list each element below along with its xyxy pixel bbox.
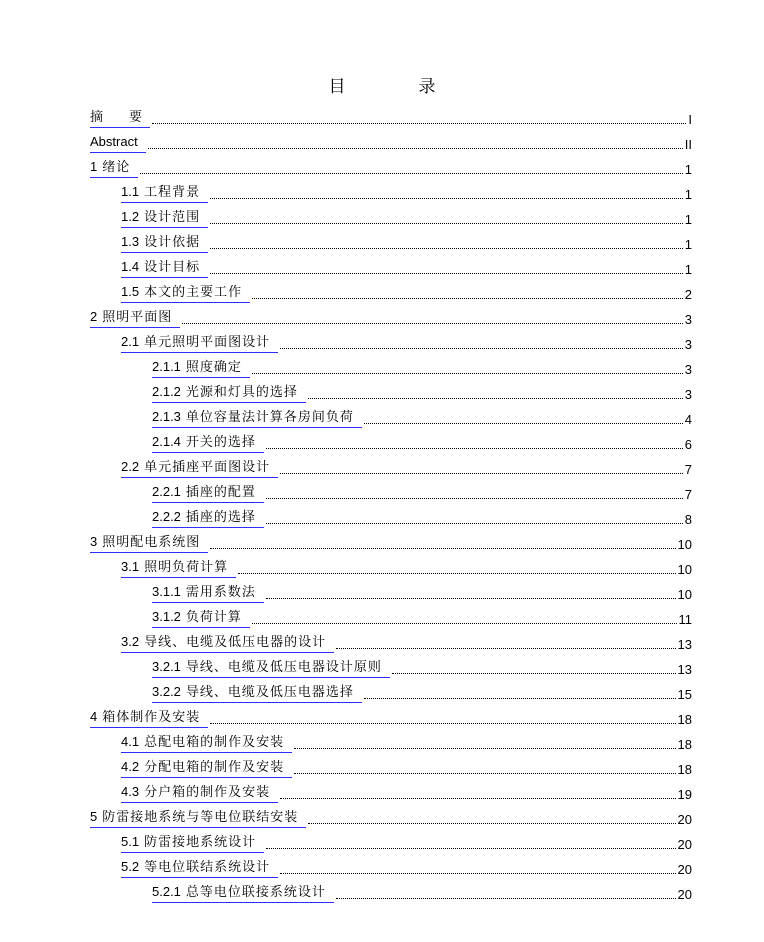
toc-entry-number: 1.3 xyxy=(121,234,140,249)
toc-leader-dots xyxy=(252,297,683,299)
toc-entry-number: 1.2 xyxy=(121,209,140,224)
toc-page-number: I xyxy=(688,112,692,127)
toc-page-number: 19 xyxy=(677,787,692,802)
toc-leader-dots xyxy=(266,497,683,499)
toc-page-number: 20 xyxy=(677,837,692,852)
toc-leader-dots xyxy=(364,697,676,699)
toc-entry-number: 2.1.4 xyxy=(152,434,181,449)
toc-entry-title: 防雷接地系统设计 xyxy=(144,835,257,850)
toc-leader-dots xyxy=(140,172,683,174)
toc-leader-dots xyxy=(364,422,683,424)
toc-entry-title: 开关的选择 xyxy=(185,435,256,450)
toc-entry-link[interactable] xyxy=(121,334,278,353)
toc-entry-link[interactable] xyxy=(121,634,334,653)
toc-entry[interactable] xyxy=(90,106,692,128)
toc-entry-number: 2 xyxy=(90,309,98,324)
toc-entry-number: 3.2 xyxy=(121,634,140,649)
toc-entry[interactable] xyxy=(121,556,692,578)
toc-entry[interactable] xyxy=(121,206,692,228)
toc-page-number: 2 xyxy=(684,287,692,302)
toc-leader-dots xyxy=(182,322,683,324)
toc-entry-number: 3.1 xyxy=(121,559,140,574)
toc-entry-title: 箱体制作及安装 xyxy=(102,710,201,725)
toc-entry-link[interactable] xyxy=(152,509,264,528)
toc-entry-link[interactable] xyxy=(152,609,250,628)
toc-page-number: 7 xyxy=(684,462,692,477)
toc-entry-number: 5.2.1 xyxy=(152,884,181,899)
toc-entry-title: 导线、电缆及低压电器设计原则 xyxy=(185,660,382,675)
toc-entry-title: 单位容量法计算各房间负荷 xyxy=(185,410,354,425)
toc-entry-title: 绪论 xyxy=(102,160,131,175)
toc-entry-link[interactable] xyxy=(121,834,264,853)
toc-page-number: 18 xyxy=(677,712,692,727)
toc-entry-link[interactable] xyxy=(152,434,264,453)
toc-entry-link[interactable] xyxy=(152,409,362,428)
toc-entry[interactable] xyxy=(152,881,692,903)
toc-entry[interactable] xyxy=(152,581,692,603)
toc-page-number: 6 xyxy=(684,437,692,452)
toc-entry-number: 2.2 xyxy=(121,459,140,474)
toc-entry-number: 5 xyxy=(90,809,98,824)
toc-entry[interactable] xyxy=(121,456,692,478)
toc-entry-title: 工程背景 xyxy=(144,185,201,200)
toc-entry-number: 1.1 xyxy=(121,184,140,199)
toc-entry[interactable] xyxy=(152,431,692,453)
toc-entry[interactable] xyxy=(152,356,692,378)
toc-entry-number: 2.2.1 xyxy=(152,484,181,499)
toc-title: 目 录 xyxy=(328,77,464,97)
toc-entry[interactable] xyxy=(121,756,692,778)
toc-page-number: 8 xyxy=(684,512,692,527)
toc-entry-number: 4.2 xyxy=(121,759,140,774)
toc-entry-title: 防雷接地系统与等电位联结安装 xyxy=(102,810,299,825)
toc-entry[interactable] xyxy=(121,281,692,303)
toc-entry-number: 3.1.2 xyxy=(152,609,181,624)
toc-entry[interactable] xyxy=(121,856,692,878)
toc-leader-dots xyxy=(148,147,683,149)
toc-entry-title: 单元插座平面图设计 xyxy=(144,460,271,475)
toc-entry-title: 本文的主要工作 xyxy=(144,285,243,300)
toc-leader-dots xyxy=(336,897,676,899)
toc-entry-title: 负荷计算 xyxy=(185,610,242,625)
toc-entry-title: 光源和灯具的选择 xyxy=(185,385,298,400)
toc-entry-link[interactable] xyxy=(152,384,306,403)
toc-entry-title: 分配电箱的制作及安装 xyxy=(144,760,285,775)
toc-entry-number: 2.2.2 xyxy=(152,509,181,524)
toc-page-number: 20 xyxy=(677,887,692,902)
toc-entry-title: 需用系数法 xyxy=(185,585,256,600)
toc-leader-dots xyxy=(238,572,675,574)
toc-leader-dots xyxy=(210,197,683,199)
toc-leader-dots xyxy=(210,247,683,249)
toc-page-number: 10 xyxy=(677,562,692,577)
toc-entry-link[interactable] xyxy=(121,859,278,878)
toc-leader-dots xyxy=(280,472,683,474)
toc-entry-link[interactable] xyxy=(90,134,146,153)
toc-entry-number: 3.2.2 xyxy=(152,684,181,699)
toc-leader-dots xyxy=(266,522,683,524)
toc-page-number: II xyxy=(684,137,692,152)
toc-page-number: 13 xyxy=(677,662,692,677)
toc-page-number: 3 xyxy=(684,362,692,377)
toc-page-number: 1 xyxy=(684,162,692,177)
toc-entry-number: 1.5 xyxy=(121,284,140,299)
toc-leader-dots xyxy=(392,672,676,674)
toc-entry-link[interactable] xyxy=(121,734,292,753)
toc-page-number: 15 xyxy=(677,687,692,702)
toc-entry-title: 分户箱的制作及安装 xyxy=(144,785,271,800)
toc-entry-title: 插座的配置 xyxy=(185,485,256,500)
toc-entry[interactable] xyxy=(121,631,692,653)
toc-page-number: 3 xyxy=(684,337,692,352)
toc-entry-link[interactable] xyxy=(121,559,236,578)
toc-entry-number: 5.1 xyxy=(121,834,140,849)
toc-entry-number: 1 xyxy=(90,159,98,174)
toc-entry[interactable] xyxy=(152,681,692,703)
toc-entry-title: 设计依据 xyxy=(144,235,201,250)
toc-entry[interactable] xyxy=(90,131,692,153)
toc-entry[interactable] xyxy=(121,731,692,753)
toc-leader-dots xyxy=(252,622,677,624)
toc-page-number: 20 xyxy=(677,812,692,827)
toc-entry[interactable] xyxy=(152,381,692,403)
toc-page-number: 1 xyxy=(684,212,692,227)
toc-entry[interactable] xyxy=(121,181,692,203)
toc-entry-number: 3.1.1 xyxy=(152,584,181,599)
toc-entry[interactable] xyxy=(152,506,692,528)
toc-leader-dots xyxy=(280,872,675,874)
toc-entry-link[interactable] xyxy=(121,209,208,228)
toc-entry[interactable] xyxy=(152,656,692,678)
toc-leader-dots xyxy=(152,122,686,124)
toc-entry-link[interactable] xyxy=(121,184,208,203)
toc-entry[interactable] xyxy=(90,806,692,828)
toc-entry[interactable] xyxy=(121,781,692,803)
toc-entry-title: 单元照明平面图设计 xyxy=(144,335,271,350)
toc-entry-title: 导线、电缆及低压电器的设计 xyxy=(144,635,327,650)
toc-leader-dots xyxy=(336,647,675,649)
toc-entry-title: 导线、电缆及低压电器选择 xyxy=(185,685,354,700)
toc-entry-number: 3 xyxy=(90,534,98,549)
toc-entry-title: 照明负荷计算 xyxy=(144,560,229,575)
toc-leader-dots xyxy=(280,347,683,349)
toc-entry-title: 设计目标 xyxy=(144,260,201,275)
toc-entry[interactable] xyxy=(90,156,692,178)
toc-page-number: 20 xyxy=(677,862,692,877)
toc-page-number: 3 xyxy=(684,387,692,402)
toc-entry[interactable] xyxy=(121,331,692,353)
toc-leader-dots xyxy=(266,597,676,599)
toc-entry-link[interactable] xyxy=(90,159,138,178)
toc-page-number: 18 xyxy=(677,762,692,777)
toc-entry[interactable] xyxy=(121,231,692,253)
toc-entry-number: 5.2 xyxy=(121,859,140,874)
toc-entry-link[interactable] xyxy=(90,534,208,553)
toc-page-number: 4 xyxy=(684,412,692,427)
toc-page-number: 13 xyxy=(677,637,692,652)
toc-entry-number: 3.2.1 xyxy=(152,659,181,674)
toc-page-number: 18 xyxy=(677,737,692,752)
toc-entry-link[interactable] xyxy=(121,459,278,478)
toc-entry[interactable] xyxy=(152,481,692,503)
toc-entry-link[interactable] xyxy=(121,234,208,253)
toc-entry-number: 2.1.2 xyxy=(152,384,181,399)
toc-entry-link[interactable] xyxy=(121,784,278,803)
toc-leader-dots xyxy=(210,722,675,724)
toc-entry-link[interactable] xyxy=(121,259,208,278)
toc-entry[interactable] xyxy=(121,831,692,853)
toc-page-number: 1 xyxy=(684,187,692,202)
toc-leader-dots xyxy=(280,797,675,799)
toc-leader-dots xyxy=(294,747,675,749)
toc-entry[interactable] xyxy=(121,256,692,278)
toc-page-number: 3 xyxy=(684,312,692,327)
toc-entry[interactable] xyxy=(90,306,692,328)
toc-entry-number: 1.4 xyxy=(121,259,140,274)
toc-entry-title: 等电位联结系统设计 xyxy=(144,860,271,875)
toc-entry[interactable] xyxy=(90,531,692,553)
toc-entry-number: 4.3 xyxy=(121,784,140,799)
toc-entry-title: 照明配电系统图 xyxy=(102,535,201,550)
toc-leader-dots xyxy=(210,547,675,549)
toc-page-number: 10 xyxy=(677,537,692,552)
toc-entry-link[interactable] xyxy=(121,284,250,303)
toc-leader-dots xyxy=(294,772,675,774)
toc-entry-number: 4 xyxy=(90,709,98,724)
toc-entry-link[interactable] xyxy=(121,759,292,778)
toc-leader-dots xyxy=(210,222,683,224)
toc-entry-link[interactable] xyxy=(152,659,390,678)
toc-entry-link[interactable] xyxy=(152,484,264,503)
toc-leader-dots xyxy=(266,447,683,449)
toc-leader-dots xyxy=(308,822,675,824)
toc-page-number: 11 xyxy=(678,612,692,627)
toc-leader-dots xyxy=(252,372,683,374)
toc-entry-number: Abstract xyxy=(90,134,138,149)
toc-entry-number: 2.1 xyxy=(121,334,140,349)
toc-page-number: 10 xyxy=(677,587,692,602)
toc-entry-link[interactable] xyxy=(152,684,362,703)
toc-entry-link[interactable] xyxy=(152,884,334,903)
toc-page-number: 1 xyxy=(684,237,692,252)
toc-entry-title: 总等电位联接系统设计 xyxy=(185,885,326,900)
toc-entry[interactable] xyxy=(152,406,692,428)
toc-entry-link[interactable] xyxy=(152,359,250,378)
toc-entry-title: 照明平面图 xyxy=(102,310,173,325)
toc-entry-number: 4.1 xyxy=(121,734,140,749)
toc-entry-link[interactable] xyxy=(152,584,264,603)
toc-entry-number: 2.1.1 xyxy=(152,359,181,374)
toc-entry-title: 设计范围 xyxy=(144,210,201,225)
toc-leader-dots xyxy=(266,847,675,849)
toc-entry[interactable] xyxy=(90,706,692,728)
toc-page-number: 7 xyxy=(684,487,692,502)
toc-entry-link[interactable] xyxy=(90,109,150,128)
toc-entry-number: 摘 要 xyxy=(90,109,143,124)
toc-leader-dots xyxy=(308,397,683,399)
toc-entry[interactable] xyxy=(152,606,692,628)
toc-entry-title: 插座的选择 xyxy=(185,510,256,525)
toc-leader-dots xyxy=(210,272,683,274)
toc-entry-number: 2.1.3 xyxy=(152,409,181,424)
toc-entry-link[interactable] xyxy=(90,709,208,728)
toc-page-number: 1 xyxy=(684,262,692,277)
toc-entry-link[interactable] xyxy=(90,809,306,828)
toc-entry-link[interactable] xyxy=(90,309,180,328)
toc-entry-title: 照度确定 xyxy=(185,360,242,375)
toc-entry-title: 总配电箱的制作及安装 xyxy=(144,735,285,750)
